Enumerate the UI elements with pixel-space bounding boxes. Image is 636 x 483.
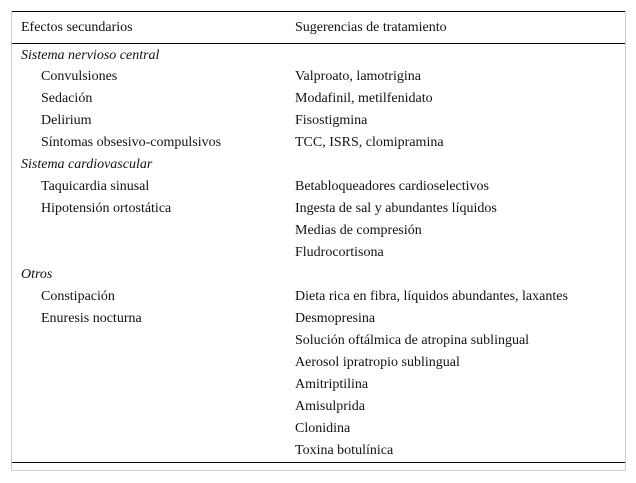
- header-suggestions: Sugerencias de tratamiento: [295, 19, 447, 35]
- table-row: [11, 220, 625, 242]
- suggestion-cell: Fisostigmina: [295, 112, 368, 128]
- table-row: [11, 286, 625, 308]
- side-effects-table: [11, 11, 625, 467]
- effect-cell: Convulsiones: [41, 68, 118, 84]
- effect-cell: [11, 440, 286, 463]
- suggestion-cell: Valproato, lamotrigina: [295, 68, 421, 84]
- effect-cell: Delirium: [41, 112, 92, 128]
- table-row: [11, 308, 625, 330]
- effect-cell: [11, 352, 286, 374]
- suggestion-cell: Dieta rica en fibra, líquidos abundantes, laxantes: [295, 288, 568, 304]
- header-row: [11, 12, 625, 44]
- effect-cell: Constipación: [41, 288, 115, 304]
- effect-cell: [11, 242, 286, 264]
- suggestion-cell: Solución oftálmica de atropina sublingual: [295, 332, 530, 348]
- table-header: [11, 12, 625, 44]
- suggestion-cell: Betabloqueadores cardioselectivos: [295, 178, 489, 194]
- effect-cell: [11, 418, 286, 440]
- suggestion-cell: Toxina botulínica: [295, 442, 394, 458]
- effect-cell: [11, 396, 286, 418]
- effect-cell: [11, 374, 286, 396]
- effect-cell: Sedación: [41, 90, 93, 106]
- suggestion-cell: Medias de compresión: [295, 222, 422, 238]
- section-row: [11, 264, 625, 286]
- table-row: [11, 88, 625, 110]
- table-row: [11, 66, 625, 88]
- suggestion-cell: Clonidina: [295, 420, 351, 436]
- effect-cell: Síntomas obsesivo-compulsivos: [41, 134, 222, 150]
- table-row: [11, 396, 625, 418]
- section-row: [11, 154, 625, 176]
- suggestion-cell: Aerosol ipratropio sublingual: [295, 354, 460, 370]
- effect-cell: Enuresis nocturna: [41, 310, 142, 326]
- section-heading: Sistema cardiovascular: [21, 156, 153, 172]
- section-row: [11, 44, 625, 66]
- table-footer: [11, 462, 625, 467]
- table-row: [11, 198, 625, 220]
- table-row: [11, 132, 625, 154]
- table-body: [11, 44, 625, 463]
- table-row: [11, 330, 625, 352]
- section-heading: Otros: [21, 266, 53, 282]
- side-effects-table-container: [11, 11, 625, 467]
- suggestion-cell: Desmopresina: [295, 310, 376, 326]
- table-bottom-rule: [11, 462, 625, 467]
- table-row: [11, 242, 625, 264]
- header-effects: Efectos secundarios: [21, 19, 133, 35]
- effect-cell: Taquicardia sinusal: [41, 178, 150, 194]
- table-row: [11, 176, 625, 198]
- effect-cell: Hipotensión ortostática: [41, 200, 172, 216]
- table-row: [11, 374, 625, 396]
- suggestion-cell: Ingesta de sal y abundantes líquidos: [295, 200, 497, 216]
- table-row: [11, 352, 625, 374]
- suggestion-cell: Modafinil, metilfenidato: [295, 90, 433, 106]
- section-heading: Sistema nervioso central: [21, 47, 160, 63]
- table-row: [11, 110, 625, 132]
- effect-cell: [11, 330, 286, 352]
- table-row: [11, 418, 625, 440]
- suggestion-cell: Fludrocortisona: [295, 244, 384, 260]
- effect-cell: [11, 220, 286, 242]
- suggestion-cell: Amitriptilina: [295, 376, 369, 392]
- suggestion-cell: TCC, ISRS, clomipramina: [295, 134, 444, 150]
- suggestion-cell: Amisulprida: [295, 398, 365, 414]
- table-row: [11, 440, 625, 463]
